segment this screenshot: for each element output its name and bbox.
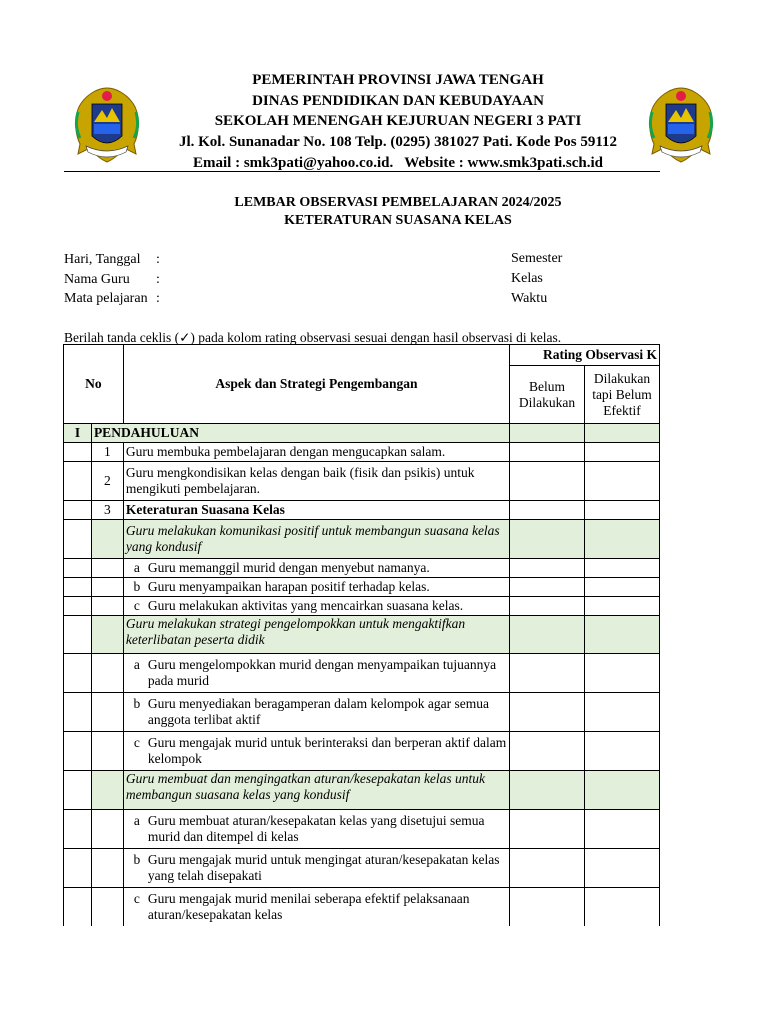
item-no: 3 xyxy=(91,501,123,520)
document-subtitle: KETERATURAN SUASANA KELAS xyxy=(284,213,512,228)
blank-cell xyxy=(91,849,123,888)
rating-cell[interactable] xyxy=(510,771,585,810)
blank-cell xyxy=(64,520,92,559)
blank-cell xyxy=(64,732,92,771)
blank-cell xyxy=(64,559,92,578)
item-no: 2 xyxy=(91,462,123,501)
rating-cell[interactable] xyxy=(585,849,660,888)
item-text: Guru membuka pembelajaran dengan mengucapkan salam. xyxy=(123,443,509,462)
document-title: LEMBAR OBSERVASI PEMBELAJARAN 2024/2025 xyxy=(234,195,562,210)
group-title: Guru membuat dan mengingatkan aturan/kesepakatan kelas untuk membangun suasana kelas yang kondusif xyxy=(123,771,509,810)
field-nama-guru-label: Nama Guru xyxy=(64,272,130,287)
sub-text: Guru mengajak murid menilai seberapa efektif pelaksanaan aturan/kesepakatan kelas xyxy=(147,891,470,922)
rating-cell[interactable] xyxy=(585,732,660,771)
blank-cell xyxy=(91,693,123,732)
sub-text: Guru menyampaikan harapan positif terhadap kelas. xyxy=(147,579,430,594)
header-dilakukan-belum-efektif: Dilakukan tapi Belum Efektif xyxy=(585,366,660,424)
sub-text: Guru memanggil murid dengan menyebut namanya. xyxy=(147,560,430,575)
observation-table-wrapper xyxy=(63,344,660,926)
sub-text: Guru menyediakan beragamperan dalam kelompok agar semua anggota terlibat aktif xyxy=(147,696,489,727)
field-waktu-label: Waktu xyxy=(511,291,548,306)
blank-cell xyxy=(64,443,92,462)
section-no: I xyxy=(64,424,92,443)
rating-cell[interactable] xyxy=(510,654,585,693)
rating-cell[interactable] xyxy=(510,443,585,462)
sub-text: Guru membuat aturan/kesepakatan kelas yang disetujui semua murid dan ditempel di kelas xyxy=(147,813,485,844)
letterhead-line-2: DINAS PENDIDIKAN DAN KEBUDAYAAN xyxy=(252,93,544,109)
rating-cell[interactable] xyxy=(510,597,585,616)
blank-cell xyxy=(91,732,123,771)
rating-cell[interactable] xyxy=(510,462,585,501)
sub-letter: c xyxy=(133,891,140,906)
rating-cell[interactable] xyxy=(510,424,585,443)
blank-cell xyxy=(64,578,92,597)
rating-cell[interactable] xyxy=(585,578,660,597)
letterhead-line-3: SEKOLAH MENENGAH KEJURUAN NEGERI 3 PATI xyxy=(214,113,582,129)
blank-cell xyxy=(91,771,123,810)
rating-cell[interactable] xyxy=(585,559,660,578)
blank-cell xyxy=(64,597,92,616)
instruction-text: Berilah tanda ceklis (✓) pada kolom rating observasi sesuai dengan hasil observasi di kelas. xyxy=(64,330,562,345)
blank-cell xyxy=(64,849,92,888)
blank-cell xyxy=(91,888,123,927)
sub-text: Guru melakukan aktivitas yang mencairkan suasana kelas. xyxy=(147,598,464,613)
rating-cell[interactable] xyxy=(585,654,660,693)
sub-letter: a xyxy=(133,560,140,575)
blank-cell xyxy=(91,578,123,597)
rating-cell[interactable] xyxy=(585,597,660,616)
item-text: Keteraturan Suasana Kelas xyxy=(123,501,509,520)
rating-cell[interactable] xyxy=(585,810,660,849)
blank-cell xyxy=(64,693,92,732)
observation-table xyxy=(63,344,660,926)
blank-cell xyxy=(64,888,92,927)
rating-cell[interactable] xyxy=(510,520,585,559)
sub-letter: a xyxy=(133,657,140,672)
sub-item xyxy=(123,732,509,771)
blank-cell xyxy=(91,559,123,578)
sub-item xyxy=(123,693,509,732)
sub-item xyxy=(123,578,509,597)
blank-cell xyxy=(64,462,92,501)
rating-cell[interactable] xyxy=(510,616,585,654)
header-no: No xyxy=(64,345,124,424)
sub-text: Guru mengajak murid untuk mengingat aturan/kesepakatan kelas yang telah disepakati xyxy=(147,852,500,883)
blank-cell xyxy=(64,771,92,810)
rating-cell[interactable] xyxy=(510,732,585,771)
sub-letter: b xyxy=(133,579,141,594)
blank-cell xyxy=(64,810,92,849)
rating-cell[interactable] xyxy=(585,888,660,927)
letterhead-contact: Email : smk3pati@yahoo.co.id. Website : www.smk3pati.sch.id xyxy=(193,155,603,171)
sub-letter: b xyxy=(133,696,141,711)
rating-cell[interactable] xyxy=(585,520,660,559)
header-rating: Rating Observasi K xyxy=(510,345,660,366)
rating-cell[interactable] xyxy=(585,424,660,443)
letterhead-address: Jl. Kol. Sunanadar No. 108 Telp. (0295) 381027 Pati. Kode Pos 59112 xyxy=(178,134,618,150)
sub-text: Guru mengajak murid untuk berinteraksi dan berperan aktif dalam kelompok xyxy=(147,735,507,766)
rating-cell[interactable] xyxy=(510,559,585,578)
sub-item xyxy=(123,654,509,693)
rating-cell[interactable] xyxy=(510,810,585,849)
field-mata-pelajaran-sep: : xyxy=(156,291,160,306)
sub-item xyxy=(123,888,509,927)
item-text: Guru mengkondisikan kelas dengan baik (fisik dan psikis) untuk mengikuti pembelajaran. xyxy=(123,462,509,501)
field-mata-pelajaran-label: Mata pelajaran xyxy=(64,291,148,306)
rating-cell[interactable] xyxy=(585,443,660,462)
blank-cell xyxy=(91,810,123,849)
sub-text: Guru mengelompokkan murid dengan menyampaikan tujuannya pada murid xyxy=(147,657,497,688)
rating-cell[interactable] xyxy=(510,849,585,888)
blank-cell xyxy=(91,520,123,559)
blank-cell xyxy=(64,616,92,654)
blank-cell xyxy=(91,616,123,654)
blank-cell xyxy=(91,654,123,693)
field-hari-tanggal-sep: : xyxy=(156,252,160,267)
rating-cell[interactable] xyxy=(585,616,660,654)
sub-item xyxy=(123,810,509,849)
rating-cell[interactable] xyxy=(510,888,585,927)
logo-right xyxy=(646,82,716,166)
rating-cell[interactable] xyxy=(585,462,660,501)
field-kelas-label: Kelas xyxy=(511,271,543,286)
sub-letter: c xyxy=(133,735,140,750)
letterhead-divider xyxy=(64,171,660,172)
rating-cell[interactable] xyxy=(585,771,660,810)
sub-letter: a xyxy=(133,813,140,828)
sub-item xyxy=(123,559,509,578)
item-no: 1 xyxy=(91,443,123,462)
blank-cell xyxy=(91,597,123,616)
sub-item xyxy=(123,849,509,888)
group-title: Guru melakukan strategi pengelompokkan untuk mengaktifkan keterlibatan peserta didik xyxy=(123,616,509,654)
sub-item xyxy=(123,597,509,616)
group-title: Guru melakukan komunikasi positif untuk membangun suasana kelas yang kondusif xyxy=(123,520,509,559)
header-belum-dilakukan: Belum Dilakukan xyxy=(510,366,585,424)
rating-cell[interactable] xyxy=(510,693,585,732)
blank-cell xyxy=(64,654,92,693)
field-semester-label: Semester xyxy=(511,251,563,266)
sub-letter: b xyxy=(133,852,141,867)
letterhead-line-1: PEMERINTAH PROVINSI JAWA TENGAH xyxy=(252,72,544,88)
field-hari-tanggal-label: Hari, Tanggal xyxy=(64,252,141,267)
logo-left xyxy=(72,82,142,166)
rating-cell[interactable] xyxy=(510,578,585,597)
blank-cell xyxy=(64,501,92,520)
rating-cell[interactable] xyxy=(585,693,660,732)
rating-cell[interactable] xyxy=(510,501,585,520)
rating-cell[interactable] xyxy=(585,501,660,520)
header-aspect: Aspek dan Strategi Pengembangan xyxy=(123,345,509,424)
field-nama-guru-sep: : xyxy=(156,272,160,287)
sub-letter: c xyxy=(133,598,140,613)
section-label: PENDAHULUAN xyxy=(91,424,509,443)
